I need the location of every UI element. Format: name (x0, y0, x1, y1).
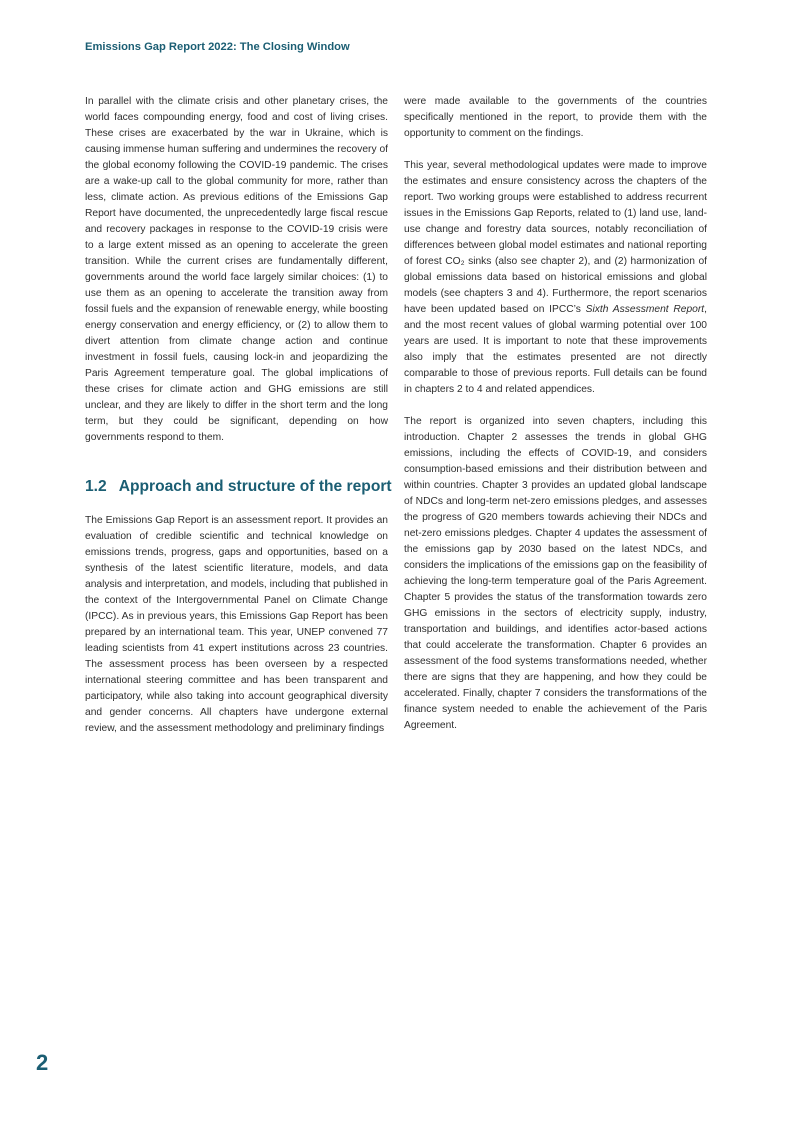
section-title: Approach and structure of the report (118, 478, 392, 495)
publication-title: Sixth Assessment Report (585, 304, 705, 315)
body-paragraph (404, 158, 707, 398)
body-paragraph: In parallel with the climate crisis and other planetary crises, the world faces compounding energy, food and cost of living crises. These crises are exacerbated by the war in Ukraine, which is causing immense human suffering and undermines the recovery of the global economy following the COVID-19 pandemic. The crises are a wake-up call to the global community for more, rather than less, climate action. As previous editions of the Emissions Gap Report have documented, the unprecedentedly large fiscal rescue and recovery packages in response to the COVID-19 crisis were to a large extent missed as an opening to accelerate the green transition. While the current crises are fundamentally different, governments around the world face largely similar choices: (1) to use them as an opening to accelerate the transition away from fossil fuels and the expansion of renewable energy, while boosting energy conservation and energy efficiency, or (2) to allow them to divert attention from climate change action and continue investment in fossil fuels, causing lock-in and jeopardizing the Paris Agreement temperature goal. The global implications of these crises for climate action and GHG emissions are still unclear, and they are likely to differ in the short term and the long term, but they could be significant, depending on how governments respond to them. (85, 96, 388, 443)
section-heading (85, 477, 392, 497)
body-paragraph: The report is organized into seven chapters, including this introduction. Chapter 2 assesses the trends in global GHG emissions, including the effects of COVID-19, and considers consumption-based emissions and their distribution between and within countries. Chapter 3 provides an updated global landscape of NDCs and long-term net-zero emissions pledges, and assesses the progress of G20 members towards achieving their NDCs and net-zero emissions pledges. Chapter 4 updates the assessment of the emissions gap by 2030 based on the latest NDCs, and considers the implications of the emissions gap on the feasibility of achieving the long-term temperature goal of the Paris Agreement. Chapter 5 provides the status of the transformation towards zero GHG emissions in the sectors of electricity supply, industry, transportation and buildings, and identifies actor-based actions that could accelerate the transformation. Chapter 6 provides an assessment of the food systems transformations needed, whether there are signs that they are happening, and how they could be accelerated. Finally, chapter 7 considers the transformations of the finance system needed to enable the achievement of the Paris Agreement. (404, 416, 707, 731)
paragraph-text: This year, several methodological updates were made to improve the estimates and ensure consistency across the chapters of the report. Two working groups were established to address recurrent issues in the Emissions Gap Reports, related to (1) land use, land-use change and forestry data sources, notably reconciliation of differences between global model estimates and national reporting of forest CO₂ sinks (also see chapter 2), and (2) harmonization of global emissions data based on historical emissions and global models (see chapters 3 and 4). Furthermore, the report scenarios have been updated based on IPCC’s (404, 160, 707, 315)
body-paragraph: were made available to the governments of the countries specifically mentioned in the report, to provide them with the opportunity to comment on the findings. (404, 96, 707, 139)
paragraph-text: , and the most recent values of global warming potential over 100 years are used. It is important to note that these improvements also imply that the estimates presented are not directly comparable to those of previous reports. Full details can be found in chapters 2 to 4 and related appendices. (404, 304, 708, 395)
page-number: 2 (36, 1050, 49, 1075)
running-header: Emissions Gap Report 2022: The Closing Window (85, 41, 350, 53)
left-column (85, 94, 392, 737)
section-number: 1.2 (85, 478, 107, 495)
right-column (404, 94, 707, 734)
body-paragraph: The Emissions Gap Report is an assessment report. It provides an evaluation of credible scientific and technical knowledge on emissions trends, progress, gaps and opportunities, based on a synthesis of the latest scientific literature, models, and data analysis and interpretation, and models, including that published in the context of the Intergovernmental Panel on Climate Change (IPCC). As in previous years, this Emissions Gap Report has been prepared by an international team. This year, UNEP convened 77 leading scientists from 41 expert institutions across 23 countries. The assessment process has been overseen by a respected international steering committee and has been transparent and participatory, while also taking into account geographical diversity and gender concerns. All chapters have undergone external review, and the assessment methodology and preliminary findings (85, 515, 388, 734)
